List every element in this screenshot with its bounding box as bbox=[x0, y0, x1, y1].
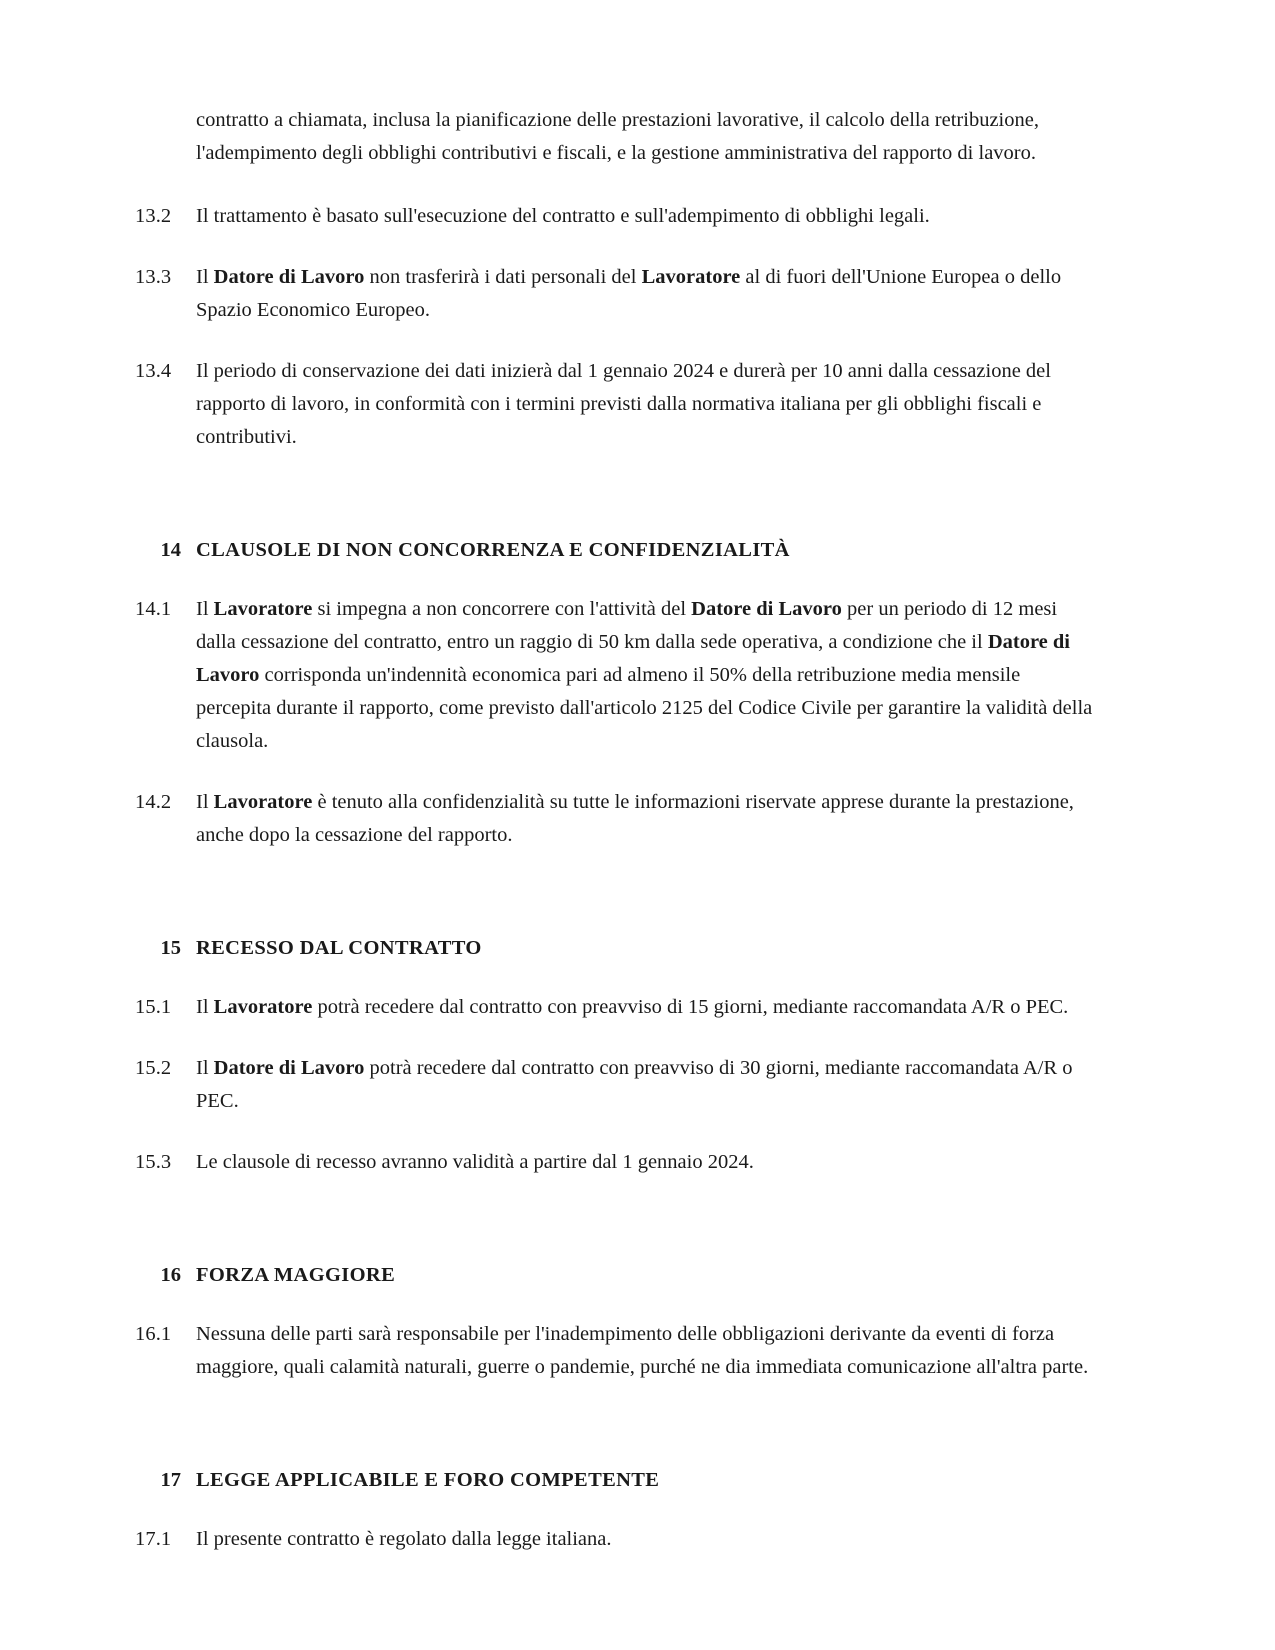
section-heading bbox=[135, 1464, 1095, 1497]
section-title: LEGGE APPLICABILE E FORO COMPETENTE bbox=[196, 1469, 660, 1491]
section-title: FORZA MAGGIORE bbox=[196, 1264, 396, 1286]
clause-row bbox=[135, 1052, 1095, 1118]
clause-number: 16.1 bbox=[135, 1323, 172, 1345]
document-content bbox=[135, 104, 1095, 1556]
clause-number: 14.1 bbox=[135, 598, 172, 620]
clause-number: 13.3 bbox=[135, 266, 172, 288]
clause-number: 17.1 bbox=[135, 1528, 172, 1550]
clause-text: contratto a chiamata, inclusa la pianificazione delle prestazioni lavorative, il calcolo della retribuzione, l'adempimento degli obblighi contributivi e fiscali, e la gestione amministrativa del rapporto di lavoro. bbox=[196, 109, 1039, 164]
clause-row bbox=[135, 593, 1095, 758]
clause-text: Il Lavoratore si impegna a non concorrere con l'attività del Datore di Lavoro per un periodo di 12 mesi dalla cessazione del contratto, entro un raggio di 50 km dalla sede operativa, a condizione che il Datore di Lavoro corrisponda un'indennità economica pari ad almeno il 50% della retribuzione media mensile percepita durante il rapporto, come previsto dall'articolo 2125 del Codice Civile per garantire la validità della clausola. bbox=[196, 598, 1093, 752]
clause-row bbox=[135, 1146, 1095, 1179]
clause-number: 13.4 bbox=[135, 360, 172, 382]
clause-row bbox=[135, 991, 1095, 1024]
clause-number: 13.2 bbox=[135, 205, 172, 227]
clause-row bbox=[135, 261, 1095, 327]
clause-number: 15.1 bbox=[135, 996, 172, 1018]
clause-text: Le clausole di recesso avranno validità a partire dal 1 gennaio 2024. bbox=[196, 1151, 754, 1173]
clause-text: Il periodo di conservazione dei dati inizierà dal 1 gennaio 2024 e durerà per 10 anni dalla cessazione del rapporto di lavoro, in conformità con i termini previsti dalla normativa italiana per gli obblighi fiscali e contributivi. bbox=[196, 360, 1051, 448]
section-heading bbox=[135, 534, 1095, 567]
clause-text: Nessuna delle parti sarà responsabile per l'inadempimento delle obbligazioni derivante da eventi di forza maggiore, quali calamità naturali, guerre o pandemie, purché ne dia immediata comunicazione all'altra parte. bbox=[196, 1323, 1089, 1378]
clause-text: Il Lavoratore potrà recedere dal contratto con preavviso di 15 giorni, mediante raccomandata A/R o PEC. bbox=[196, 996, 1069, 1018]
section-number: 15 bbox=[160, 937, 181, 959]
section-number: 16 bbox=[160, 1264, 181, 1286]
clause-number: 15.3 bbox=[135, 1151, 172, 1173]
section-spacer bbox=[135, 1412, 1095, 1464]
clause-text: Il presente contratto è regolato dalla legge italiana. bbox=[196, 1528, 612, 1550]
clause-text: Il Lavoratore è tenuto alla confidenzialità su tutte le informazioni riservate apprese durante la prestazione, anche dopo la cessazione del rapporto. bbox=[196, 791, 1074, 846]
section-number: 14 bbox=[160, 539, 181, 561]
clause-row bbox=[135, 1318, 1095, 1384]
section-spacer bbox=[135, 1207, 1095, 1259]
section-title: RECESSO DAL CONTRATTO bbox=[196, 937, 482, 959]
clause-text: Il Datore di Lavoro potrà recedere dal contratto con preavviso di 30 giorni, mediante raccomandata A/R o PEC. bbox=[196, 1057, 1073, 1112]
section-spacer bbox=[135, 482, 1095, 534]
section-heading bbox=[135, 932, 1095, 965]
clause-row bbox=[135, 355, 1095, 454]
clause-number: 14.2 bbox=[135, 791, 172, 813]
clause-row bbox=[135, 1523, 1095, 1556]
clause-text: Il Datore di Lavoro non trasferirà i dati personali del Lavoratore al di fuori dell'Unione Europea o dello Spazio Economico Europeo. bbox=[196, 266, 1062, 321]
clause-row bbox=[135, 200, 1095, 233]
clause-number: 15.2 bbox=[135, 1057, 172, 1079]
clause-row bbox=[135, 786, 1095, 852]
section-spacer bbox=[135, 880, 1095, 932]
clause-continuation bbox=[135, 104, 1095, 170]
clause-text: Il trattamento è basato sull'esecuzione del contratto e sull'adempimento di obblighi legali. bbox=[196, 205, 930, 227]
section-heading bbox=[135, 1259, 1095, 1292]
section-number: 17 bbox=[160, 1469, 181, 1491]
section-title: CLAUSOLE DI NON CONCORRENZA E CONFIDENZIALITÀ bbox=[196, 539, 790, 561]
